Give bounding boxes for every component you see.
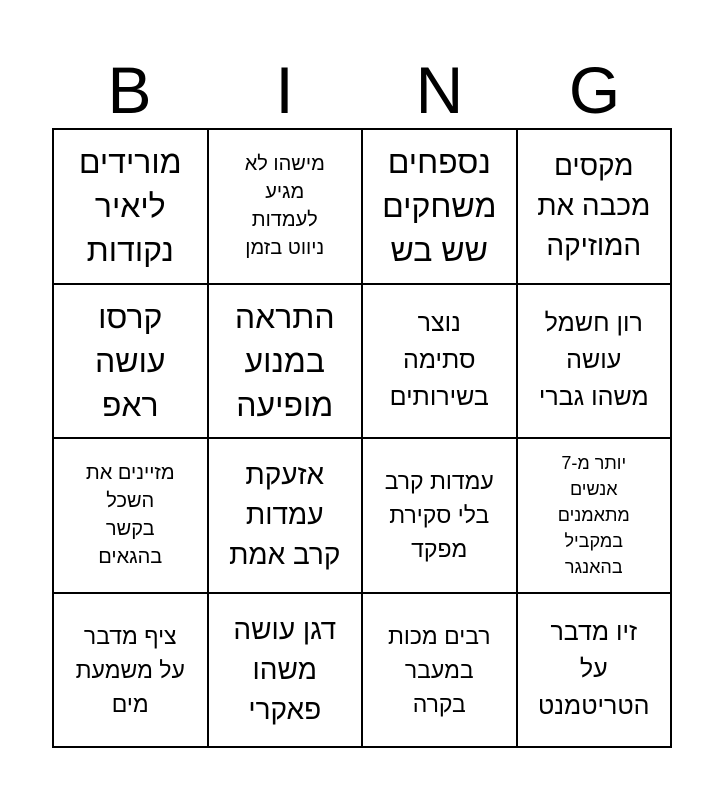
bingo-cell[interactable]: מזיינים את השכל בקשר בהגאים xyxy=(54,439,209,594)
header-letter-b: B xyxy=(107,53,152,127)
header-letter-n: N xyxy=(415,53,464,127)
header-letter-i: I xyxy=(275,53,294,127)
bingo-cell[interactable]: רון חשמל עושה משהו גברי xyxy=(518,285,673,440)
bingo-cell[interactable]: קרסו עושה ראפ xyxy=(54,285,209,440)
header-letter-g: G xyxy=(568,53,621,127)
bingo-cell[interactable]: התראה במנוע מופיעה xyxy=(209,285,364,440)
bingo-cell[interactable]: מורידים ליאיר נקודות xyxy=(54,130,209,285)
bingo-cell[interactable]: דגן עושה משהו פאקרי xyxy=(209,594,364,749)
bingo-cell[interactable]: מישהו לא מגיע לעמדות ניווט בזמן xyxy=(209,130,364,285)
bingo-cell[interactable]: נספחים משחקים שש בש xyxy=(363,130,518,285)
bingo-cell[interactable]: יותר מ-7 אנשים מתאמנים במקביל בהאנגר xyxy=(518,439,673,594)
bingo-grid xyxy=(52,128,672,748)
bingo-cell[interactable]: נוצר סתימה בשירותים xyxy=(363,285,518,440)
bingo-cell[interactable]: אזעקת עמדות קרב אמת xyxy=(209,439,364,594)
bingo-cell[interactable]: ציף מדבר על משמעת מים xyxy=(54,594,209,749)
bingo-header xyxy=(52,52,672,128)
bingo-cell[interactable]: עמדות קרב בלי סקירת מפקד xyxy=(363,439,518,594)
bingo-cell[interactable]: רבים מכות במעבר בקרה xyxy=(363,594,518,749)
bingo-cell[interactable]: זיו מדבר על הטריטמנט xyxy=(518,594,673,749)
bingo-cell[interactable]: מקסים מכבה את המוזיקה xyxy=(518,130,673,285)
